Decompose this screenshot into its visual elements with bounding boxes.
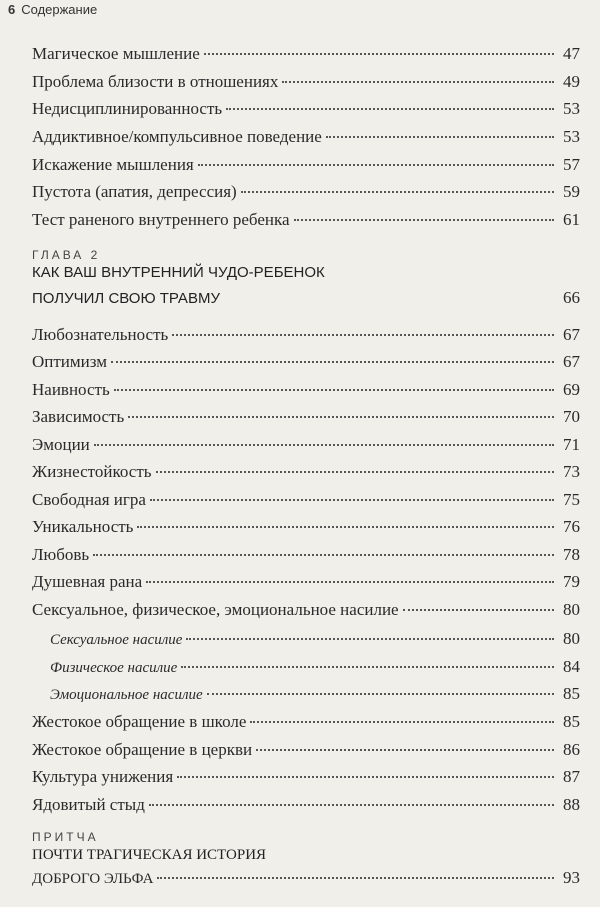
toc-entry-page: 88 — [563, 795, 580, 814]
chapter-title: КАК ВАШ ВНУТРЕННИЙ ЧУДО-РЕБЕНОК — [32, 264, 325, 281]
toc-entry-page: 75 — [563, 490, 580, 509]
toc-entry-title: Любовь — [32, 545, 90, 564]
toc-entry-page: 53 — [563, 127, 580, 146]
chapter-label: ГЛАВА 2 — [32, 248, 101, 262]
toc-subentry-page: 80 — [563, 629, 580, 648]
toc-entry-title: Искажение мышления — [32, 155, 194, 174]
toc-entry-title: Пустота (апатия, депрессия) — [32, 182, 237, 201]
toc-entry-title: Жестокое обращение в школе — [32, 712, 247, 731]
toc-entry-page: 70 — [563, 407, 580, 426]
dot-leader — [256, 749, 554, 751]
dot-leader — [226, 108, 554, 110]
toc-entry[interactable] — [32, 127, 580, 147]
dot-leader — [150, 499, 554, 501]
dot-leader — [250, 721, 554, 723]
toc-entry[interactable] — [32, 99, 580, 119]
dot-leader — [282, 81, 554, 83]
toc-entry-title: Тест раненого внутреннего ребенка — [32, 210, 290, 229]
running-header — [8, 2, 97, 17]
dot-leader — [207, 693, 554, 695]
parable-title-row[interactable] — [32, 868, 580, 889]
toc-entry[interactable] — [32, 600, 580, 620]
dot-leader — [157, 877, 554, 879]
toc-entry-title: Сексуальное, физическое, эмоциональное насилие — [32, 600, 399, 619]
toc-entry[interactable] — [32, 352, 580, 372]
toc-entry[interactable] — [32, 435, 580, 455]
toc-entry-title: Оптимизм — [32, 352, 107, 371]
toc-entry[interactable] — [32, 155, 580, 175]
toc-entry[interactable] — [32, 767, 580, 787]
toc-subentry[interactable] — [50, 657, 580, 678]
toc-subentry-title: Эмоциональное насилие — [50, 687, 203, 703]
dot-leader — [186, 638, 554, 640]
dot-leader — [403, 609, 554, 611]
toc-subentry[interactable] — [50, 629, 580, 650]
toc-entry-title: Культура унижения — [32, 767, 174, 786]
toc-entry-title: Наивность — [32, 380, 110, 399]
toc-entry-page: 87 — [563, 767, 580, 786]
toc-subentry-title: Физическое насилие — [50, 660, 178, 676]
dot-leader — [294, 219, 554, 221]
toc-entry[interactable] — [32, 462, 580, 482]
running-title: Содержание — [21, 2, 98, 17]
toc-entry-page: 71 — [563, 435, 580, 454]
dot-leader — [156, 471, 554, 473]
toc-entry[interactable] — [32, 740, 580, 760]
dot-leader — [93, 554, 554, 556]
dot-leader — [204, 53, 554, 55]
toc-entry-page: 49 — [563, 72, 580, 91]
toc-entry-page: 67 — [563, 352, 580, 371]
toc-entry-page: 47 — [563, 44, 580, 63]
toc-entry-title: Ядовитый стыд — [32, 795, 145, 814]
dot-leader — [241, 191, 554, 193]
toc-entry-title: Эмоции — [32, 435, 90, 454]
toc-subentry[interactable] — [50, 684, 580, 705]
toc-entry-title: Недисциплинированность — [32, 99, 223, 118]
parable-title: ПОЧТИ ТРАГИЧЕСКАЯ ИСТОРИЯ — [32, 847, 267, 863]
dot-leader — [326, 136, 554, 138]
chapter-page: 66 — [563, 288, 580, 307]
toc-entry-page: 73 — [563, 462, 580, 481]
toc-entry-page: 79 — [563, 572, 580, 591]
toc-entry-title: Аддиктивное/компульсивное поведение — [32, 127, 322, 146]
toc-entry[interactable] — [32, 210, 580, 230]
toc-subentry-page: 84 — [563, 657, 580, 676]
parable-title-line2: ДОБРОГО ЭЛЬФА — [32, 871, 154, 887]
toc-entry[interactable] — [32, 407, 580, 427]
toc-subentry-page: 85 — [563, 684, 580, 703]
dot-leader — [146, 581, 554, 583]
toc-entry-page: 57 — [563, 155, 580, 174]
toc-entry-title: Свободная игра — [32, 490, 146, 509]
toc-entry-page: 59 — [563, 182, 580, 201]
toc-entry[interactable] — [32, 380, 580, 400]
dot-leader — [198, 164, 554, 166]
dot-leader — [111, 361, 554, 363]
toc-entry[interactable] — [32, 44, 580, 64]
toc-entry-page: 61 — [563, 210, 580, 229]
dot-leader — [177, 776, 554, 778]
dot-leader — [149, 804, 554, 806]
toc-entry[interactable] — [32, 72, 580, 92]
parable-page: 93 — [563, 868, 580, 887]
dot-leader — [94, 444, 554, 446]
toc-entry-title: Любознательность — [32, 325, 169, 344]
page-number: 6 — [8, 2, 16, 17]
toc-entry-page: 85 — [563, 712, 580, 731]
toc-entry[interactable] — [32, 795, 580, 815]
dot-leader — [181, 666, 554, 668]
toc-entry-page: 76 — [563, 517, 580, 536]
toc-entry[interactable] — [32, 545, 580, 565]
chapter-title-row[interactable] — [32, 288, 580, 308]
toc-entry-page: 69 — [563, 380, 580, 399]
toc-entry[interactable] — [32, 712, 580, 732]
toc-entry[interactable] — [32, 182, 580, 202]
toc-entry-page: 86 — [563, 740, 580, 759]
toc-entry-title: Зависимость — [32, 407, 125, 426]
toc-entry-title: Уникальность — [32, 517, 134, 536]
toc-entry[interactable] — [32, 325, 580, 345]
toc-entry-page: 80 — [563, 600, 580, 619]
toc-entry-page: 78 — [563, 545, 580, 564]
dot-leader — [128, 416, 554, 418]
toc-entry-page: 53 — [563, 99, 580, 118]
toc-entry-title: Жестокое обращение в церкви — [32, 740, 253, 759]
dot-leader — [172, 334, 554, 336]
toc-entry-title: Душевная рана — [32, 572, 143, 591]
toc-entry-title: Проблема близости в отношениях — [32, 72, 279, 91]
toc-entry[interactable] — [32, 490, 580, 510]
dot-leader — [137, 526, 554, 528]
dot-leader — [114, 389, 554, 391]
toc-entry[interactable] — [32, 572, 580, 592]
toc-entry-page: 67 — [563, 325, 580, 344]
chapter-title-line2: ПОЛУЧИЛ СВОЮ ТРАВМУ — [32, 290, 220, 307]
toc-entry-title: Жизнестойкость — [32, 462, 152, 481]
toc-entry-title: Магическое мышление — [32, 44, 200, 63]
toc-entry[interactable] — [32, 517, 580, 537]
toc-subentry-title: Сексуальное насилие — [50, 632, 183, 648]
parable-label: ПРИТЧА — [32, 830, 99, 844]
